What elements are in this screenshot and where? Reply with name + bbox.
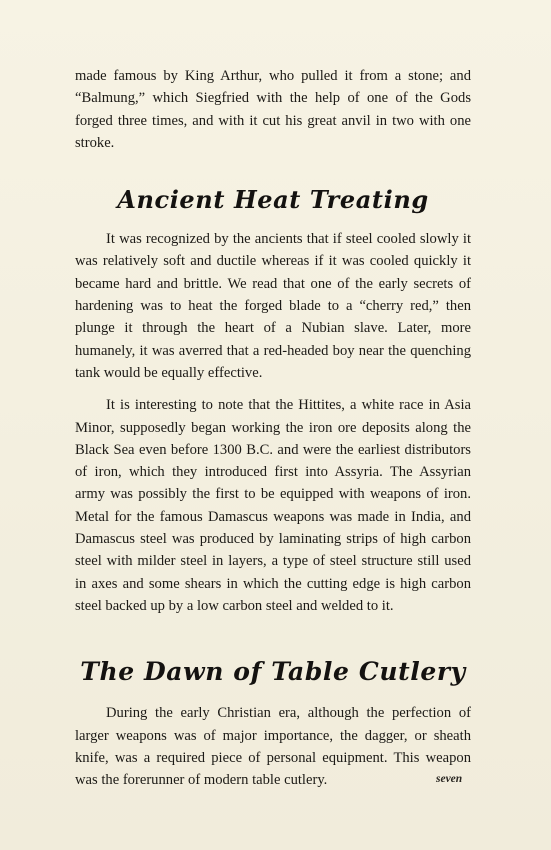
intro-paragraph: made famous by King Arthur, who pulled it from a stone; and “Balmung,” which Siegfried with the help of one of the Gods forged three times, and with it cut his great anvil in two with one stroke. (75, 68, 471, 151)
body-paragraph: It was recognized by the ancients that if steel cooled slowly it was relatively soft and ductile whereas if it was cooled quickly it became hard and brittle. We read that one of the early secrets of hardening was to heat the forged blade to a “cherry red,” then plunge it through the heart of a Nubian slave. Later, more humanely, it was averred that a red-headed boy near the quenching tank would be equally effective. (75, 231, 471, 381)
page-content (75, 65, 471, 791)
section-heading-ancient-heat-treating: Ancient Heat Treating (117, 185, 429, 215)
body-paragraph: It is interesting to note that the Hittites, a white race in Asia Minor, supposedly began working the iron ore deposits along the Black Sea even before 1300 B.C. and were the earliest distributors of iron, which they introduced first into Assyria. The Assyrian army was possibly the first to be equipped with weapons of iron. Metal for the famous Damascus weapons was made in India, and Damascus steel was produced by laminating strips of high carbon steel with milder steel in layers, a type of steel structure still used in axes and some shears in which the cutting edge is high carbon steel backed up by a low carbon steel and welded to it. (75, 397, 471, 614)
section-heading-dawn-of-table-cutlery: The Dawn of Table Cutlery (80, 657, 466, 687)
page-number: seven (436, 773, 463, 785)
body-paragraph: During the early Christian era, although the perfection of larger weapons was of major importance, the dagger, or sheath knife, was a required piece of personal equipment. This weapon was the forerunner of modern table cutlery. (75, 705, 471, 789)
